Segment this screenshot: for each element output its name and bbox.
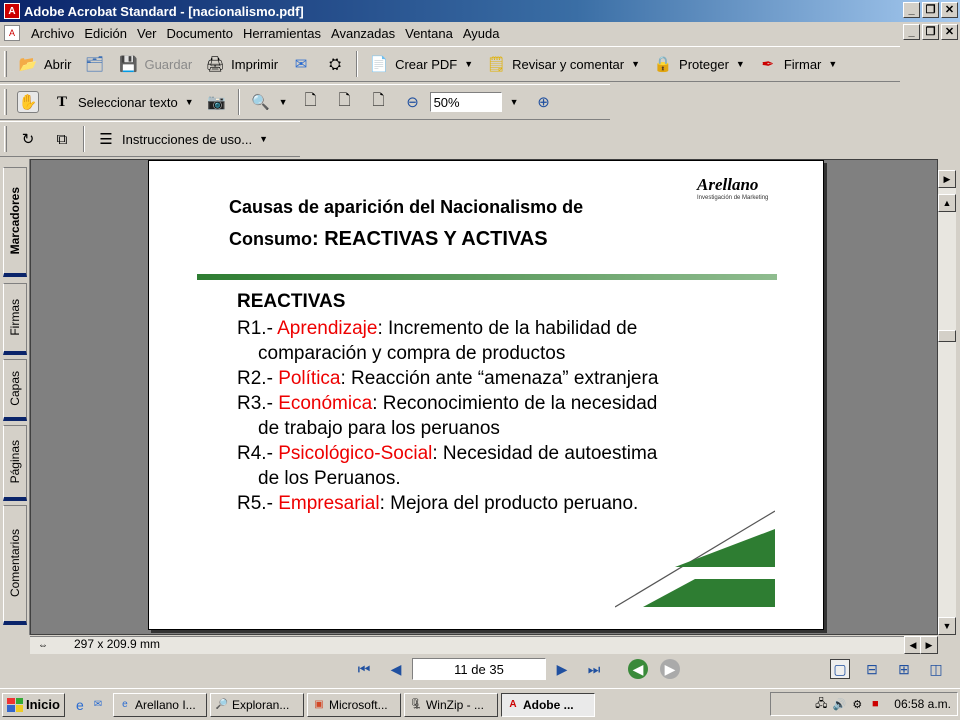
folder-open-icon: 📂: [18, 56, 38, 73]
single-page-layout-icon[interactable]: ▢: [830, 659, 850, 679]
list-icon: ☰: [99, 131, 113, 148]
list-item-continuation: de los Peruanos.: [258, 468, 401, 489]
previous-page-icon[interactable]: ◀: [390, 660, 402, 677]
item-keyword: Empresarial: [278, 493, 380, 514]
item-keyword: Política: [278, 368, 341, 389]
vertical-scrollbar[interactable]: [938, 170, 956, 635]
section-heading: REACTIVAS: [237, 291, 346, 312]
page-number-field[interactable]: 11 de 35: [412, 658, 546, 680]
menu-edicion[interactable]: Edición: [84, 25, 127, 41]
logo-name: Arellano: [697, 175, 759, 194]
explorer-icon: 🔎: [215, 699, 229, 710]
print-label: Imprimir: [231, 56, 279, 72]
task-adobe[interactable]: A Adobe ...: [501, 693, 595, 717]
item-keyword: Económica: [278, 393, 373, 414]
page-fit-width-icon: 🗋: [372, 91, 385, 109]
antivirus-icon[interactable]: ■: [871, 698, 879, 710]
doc-minimize-button[interactable]: _: [903, 24, 920, 40]
task-explorer[interactable]: 🔎 Exploran...: [210, 693, 304, 717]
list-item-continuation: comparación y compra de productos: [258, 343, 566, 364]
restore-button[interactable]: ❐: [922, 2, 939, 18]
tray-app-icon[interactable]: ⚙: [852, 698, 863, 711]
create-pdf-icon: 📄: [369, 56, 389, 73]
title-bar: [0, 0, 960, 22]
plus-circle-icon: ⊕: [537, 94, 550, 111]
item-keyword: Aprendizaje: [277, 318, 378, 339]
zoom-out-button[interactable]: [396, 87, 430, 117]
quick-launch: [73, 698, 105, 712]
printer-icon: 🖨: [205, 56, 225, 73]
protect-button[interactable]: [646, 49, 751, 79]
windows-logo-icon: [7, 698, 23, 712]
tab-paginas[interactable]: Páginas: [3, 425, 27, 501]
select-text-label: Seleccionar texto: [78, 94, 178, 110]
pdf-page[interactable]: [148, 160, 824, 630]
tools-toolbar: [0, 84, 610, 120]
start-label: Inicio: [26, 697, 60, 712]
protect-label: Proteger: [679, 56, 729, 72]
window-title: Adobe Acrobat Standard - [nacionalismo.pdf]: [24, 3, 304, 19]
list-item: R3.- Económica: Reconocimiento de la necesidad: [237, 393, 658, 414]
menu-ventana[interactable]: Ventana: [405, 25, 453, 41]
facing-layout-icon[interactable]: ⊞: [898, 660, 910, 677]
task-microsoft[interactable]: ▣ Microsoft...: [307, 693, 401, 717]
review-comment-button[interactable]: [479, 49, 646, 79]
zoom-in-button[interactable]: [527, 87, 561, 117]
scroll-up-button[interactable]: ▲: [938, 194, 956, 212]
forward-view-icon[interactable]: ▶: [660, 659, 680, 679]
horizontal-scrollbar[interactable]: [30, 636, 938, 654]
clock[interactable]: 06:58 a.m.: [894, 697, 951, 711]
list-item-continuation: de trabajo para los peruanos: [258, 418, 500, 439]
magnifier-icon: 🔍: [251, 94, 270, 111]
slide-title: [229, 191, 689, 255]
menu-ver[interactable]: Ver: [137, 25, 157, 41]
slide-content: [237, 289, 797, 516]
acrobat-icon: A: [509, 699, 517, 710]
toolbar-separator: [83, 126, 85, 152]
slide-title-line2b: : REACTIVAS Y ACTIVAS: [312, 228, 548, 250]
camera-icon: 📷: [207, 94, 226, 111]
lock-icon: 🔒: [653, 56, 673, 73]
sign-button[interactable]: [751, 49, 843, 79]
chevron-down-icon[interactable]: ▼: [464, 59, 474, 69]
internet-explorer-icon[interactable]: e: [76, 696, 84, 713]
slide-title-line2a: Consumo: [229, 229, 312, 249]
tab-firmas[interactable]: Firmas: [3, 283, 27, 355]
page-size-readout: 297 x 209.9 mm: [74, 637, 161, 651]
open-label: Abrir: [44, 56, 72, 72]
toolbar-grip[interactable]: [4, 89, 7, 115]
minimize-button[interactable]: _: [903, 2, 920, 18]
rotate-page-icon: ↻: [21, 131, 35, 148]
snapshot-button[interactable]: [200, 87, 234, 117]
list-item: R2.- Política: Reacción ante “amenaza” extranjera: [237, 368, 659, 389]
chevron-down-icon[interactable]: ▼: [259, 134, 268, 144]
winzip-icon: 🗜: [409, 699, 423, 710]
select-text-button[interactable]: [45, 87, 200, 117]
create-pdf-label: Crear PDF: [395, 56, 458, 72]
toolbar-separator: [238, 89, 240, 115]
create-pdf-button[interactable]: [362, 49, 479, 79]
minus-circle-icon: ⊖: [406, 94, 419, 111]
next-page-icon[interactable]: ▶: [556, 660, 568, 677]
review-comment-label: Revisar y comentar: [512, 56, 625, 72]
scroll-left-button[interactable]: ◀: [904, 636, 922, 654]
green-stripe-lower: [643, 579, 775, 607]
green-divider: [197, 274, 777, 280]
start-button[interactable]: [2, 693, 65, 717]
navigation-panel-tabs: [0, 159, 30, 635]
document-icon[interactable]: A: [4, 25, 20, 41]
pen-icon: ✒: [761, 56, 775, 73]
chevron-down-icon[interactable]: ▼: [184, 97, 194, 107]
how-to-label: Instrucciones de uso...: [122, 131, 253, 147]
task-arellano[interactable]: e Arellano I...: [113, 693, 207, 717]
list-item: R5.- Empresarial: Mejora del producto peruano.: [237, 493, 639, 514]
file-toolbar: [0, 46, 900, 82]
item-keyword: Psicológico-Social: [278, 443, 433, 464]
save-button[interactable]: [111, 49, 198, 79]
panel-expand-arrow[interactable]: ▶: [938, 170, 956, 188]
close-button[interactable]: ✕: [941, 2, 958, 18]
scroll-thumb[interactable]: [938, 330, 956, 342]
menu-documento[interactable]: Documento: [166, 25, 233, 41]
organizer-folder-icon: 🗂: [84, 56, 104, 73]
tab-marcadores[interactable]: Marcadores: [3, 167, 27, 277]
email-globe-icon: ✉: [294, 56, 308, 73]
actual-size-button[interactable]: [294, 87, 328, 117]
network-icon[interactable]: 🖧: [815, 697, 828, 710]
ie-icon: e: [122, 699, 128, 710]
rotate-page-button[interactable]: [11, 124, 45, 154]
chevron-down-icon[interactable]: ▼: [631, 59, 641, 69]
hand-tool-button[interactable]: [11, 87, 45, 117]
outlook-icon[interactable]: ✉: [93, 699, 103, 710]
organizer-button[interactable]: [77, 49, 111, 79]
doc-close-button[interactable]: ✕: [941, 24, 958, 40]
menu-avanzadas[interactable]: Avanzadas: [331, 25, 396, 41]
green-stripe-upper: [675, 529, 775, 567]
system-tray: [770, 692, 958, 716]
menu-herramientas[interactable]: Herramientas: [243, 25, 322, 41]
menu-ayuda[interactable]: Ayuda: [462, 25, 500, 41]
continuous-layout-icon[interactable]: ⊟: [866, 660, 878, 677]
zoom-in-tool-button[interactable]: [244, 87, 294, 117]
list-item: R4.- Psicológico-Social: Necesidad de autoestima: [237, 443, 658, 464]
open-button[interactable]: [11, 49, 77, 79]
toolbar-grip[interactable]: [4, 126, 7, 152]
chevron-down-icon[interactable]: ▼: [278, 97, 288, 107]
scroll-down-button[interactable]: ▼: [938, 617, 956, 635]
continuous-facing-layout-icon[interactable]: ◫: [929, 660, 943, 677]
fit-page-button[interactable]: [328, 87, 362, 117]
acrobat-app-icon[interactable]: A: [4, 3, 20, 19]
floppy-disk-icon: 💾: [119, 56, 138, 73]
search-button[interactable]: [318, 49, 352, 79]
help-toolbar: [0, 121, 300, 157]
save-label: Guardar: [144, 56, 193, 72]
extract-page-button[interactable]: [45, 124, 79, 154]
toolbar-grip[interactable]: [4, 51, 7, 77]
fit-width-button[interactable]: [362, 87, 396, 117]
toolbar-separator: [356, 51, 358, 77]
tab-capas[interactable]: Capas: [3, 359, 27, 421]
volume-icon[interactable]: 🔊: [832, 698, 847, 711]
sign-label: Firmar: [783, 56, 822, 72]
tab-comentarios[interactable]: Comentarios: [3, 505, 27, 625]
last-page-icon[interactable]: ⏭: [587, 660, 601, 677]
zoom-level-input[interactable]: [430, 92, 502, 112]
slide-title-line1: Causas de aparición del Nacionalismo de: [229, 197, 584, 217]
how-to-button[interactable]: [89, 124, 274, 154]
hand-icon: ✋: [17, 91, 39, 113]
task-winzip[interactable]: 🗜 WinZip - ...: [404, 693, 498, 717]
split-handle-icon[interactable]: ⇔: [38, 640, 48, 651]
binoculars-icon: ⛭: [329, 55, 342, 73]
page-actual-size-icon: 🗋: [304, 91, 317, 109]
logo-tagline: Investigación de Marketing: [697, 195, 769, 201]
powerpoint-icon: ▣: [314, 699, 324, 710]
chevron-down-icon[interactable]: ▼: [828, 59, 838, 69]
text-cursor-icon: T: [56, 93, 67, 110]
zoom-dropdown-chevron-icon[interactable]: ▼: [509, 97, 519, 107]
document-window-controls: [903, 24, 958, 40]
first-page-icon[interactable]: ⏮: [357, 660, 371, 677]
menu-bar: [0, 22, 960, 44]
back-view-icon[interactable]: ◀: [628, 659, 648, 679]
chevron-down-icon[interactable]: ▼: [735, 59, 745, 69]
doc-restore-button[interactable]: ❐: [922, 24, 939, 40]
page-fit-icon: 🗋: [338, 91, 351, 109]
print-button[interactable]: [198, 49, 284, 79]
green-stripes-decoration: [615, 509, 775, 609]
menu-archivo[interactable]: Archivo: [31, 25, 75, 41]
arellano-logo: [697, 175, 777, 205]
email-button[interactable]: [284, 49, 318, 79]
comment-note-icon: 🗒: [486, 56, 506, 73]
list-item: R1.- Aprendizaje: Incremento de la habilidad de: [237, 318, 638, 339]
window-controls: [903, 2, 958, 18]
scroll-right-button[interactable]: ▶: [920, 636, 938, 654]
pages-icon: ⧉: [56, 130, 68, 148]
